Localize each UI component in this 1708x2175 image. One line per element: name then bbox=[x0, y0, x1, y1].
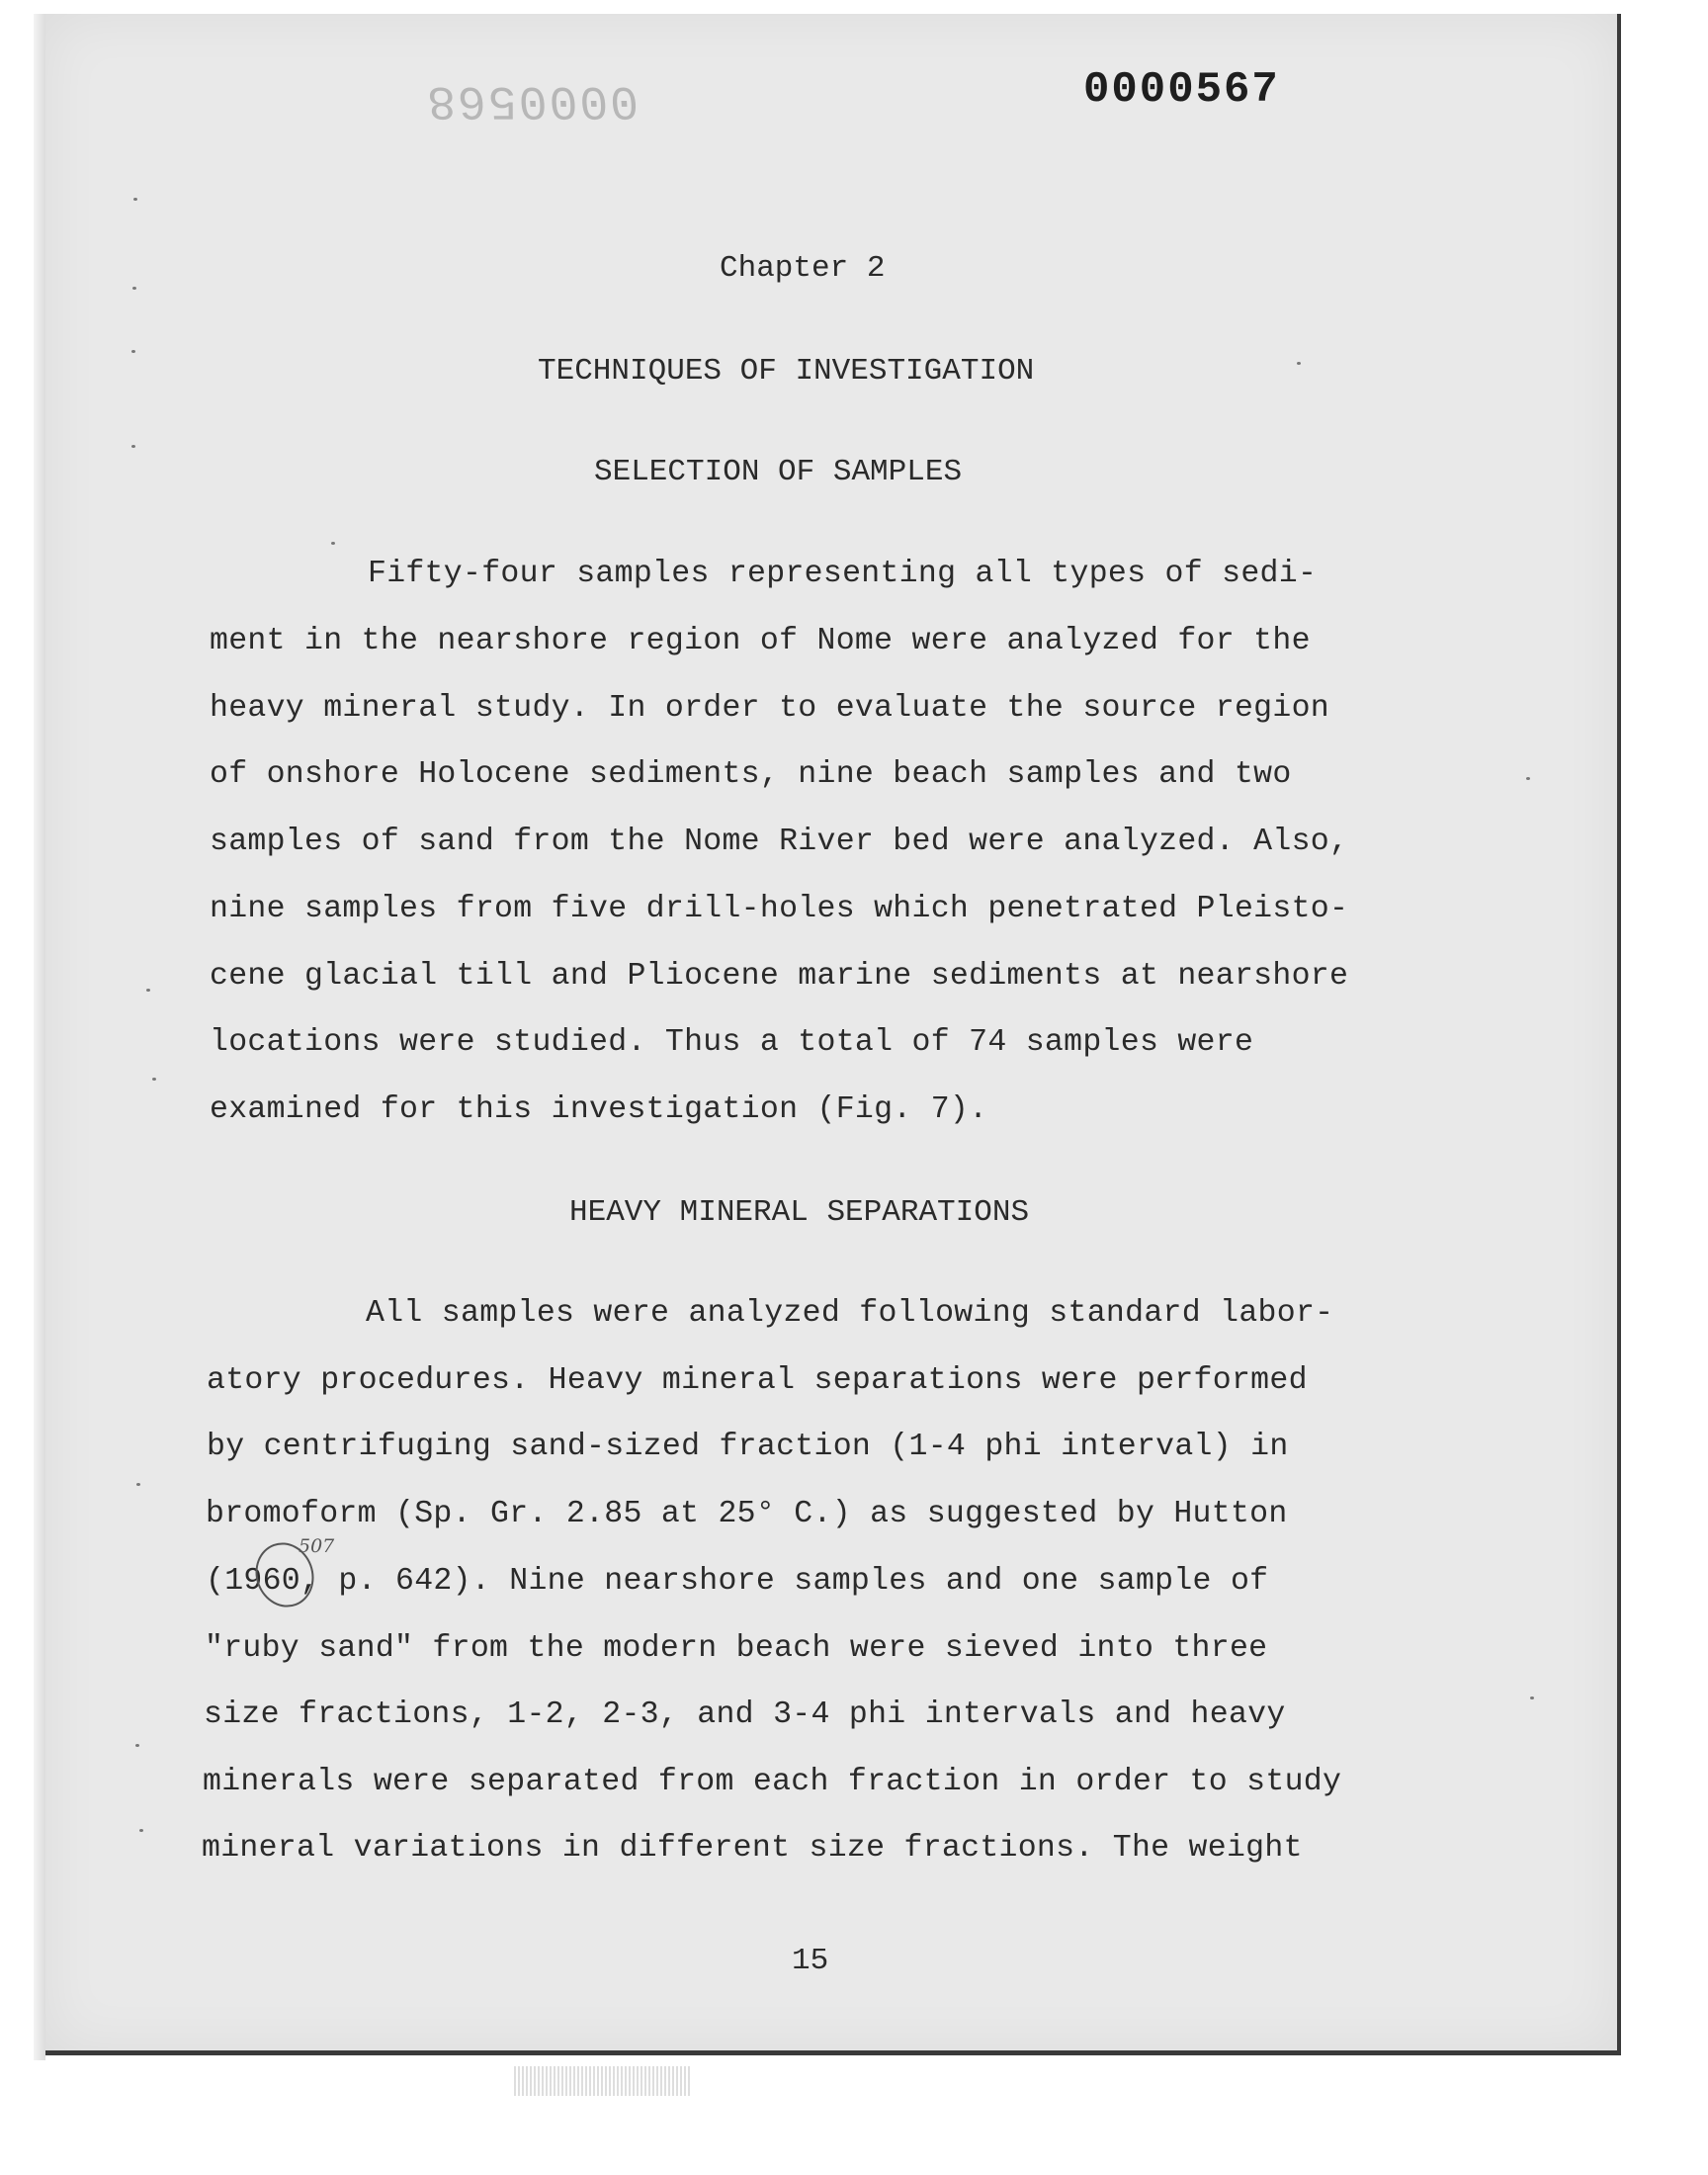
page-left-edge bbox=[34, 14, 45, 2060]
page-stamp: 0000567 bbox=[1083, 65, 1280, 115]
scan-speck bbox=[146, 989, 150, 992]
chapter-title: TECHNIQUES OF INVESTIGATION bbox=[538, 354, 1035, 389]
body-line: nine samples from five drill-holes which penetrated Pleisto- bbox=[210, 892, 1349, 926]
body-line: mineral variations in different size fractions. The weight bbox=[202, 1831, 1303, 1866]
body-line: samples of sand from the Nome River bed were analyzed. Also, bbox=[210, 825, 1349, 859]
body-line: atory procedures. Heavy mineral separations were performed bbox=[207, 1363, 1308, 1398]
section-heading-selection: SELECTION OF SAMPLES bbox=[594, 455, 963, 489]
binding-strip bbox=[514, 2066, 692, 2096]
scan-speck bbox=[135, 1744, 139, 1747]
faded-page-stamp: 0000568 bbox=[423, 73, 640, 127]
scan-speck bbox=[131, 350, 135, 353]
body-line: bromoform (Sp. Gr. 2.85 at 25° C.) as suggested by Hutton bbox=[206, 1497, 1288, 1531]
scan-speck bbox=[136, 1483, 140, 1486]
scan-speck bbox=[331, 542, 335, 545]
body-line: cene glacial till and Pliocene marine sediments at nearshore bbox=[210, 959, 1349, 994]
body-line: ment in the nearshore region of Nome were analyzed for the bbox=[210, 624, 1311, 658]
body-line: size fractions, 1-2, 2-3, and 3-4 phi intervals and heavy bbox=[204, 1697, 1286, 1732]
scan-speck bbox=[1297, 362, 1301, 365]
scan-speck bbox=[131, 445, 135, 448]
body-line: All samples were analyzed following standard labor- bbox=[366, 1296, 1334, 1331]
scan-speck bbox=[1526, 777, 1530, 780]
body-line: "ruby sand" from the modern beach were sieved into three bbox=[205, 1631, 1268, 1666]
body-line: (1960, p. 642). Nine nearshore samples and one sample of bbox=[206, 1564, 1269, 1599]
scan-speck bbox=[132, 287, 136, 290]
chapter-label: Chapter 2 bbox=[720, 251, 886, 286]
body-line: heavy mineral study. In order to evaluate the source region bbox=[210, 691, 1329, 726]
scan-speck bbox=[1530, 1696, 1534, 1699]
body-line: examined for this investigation (Fig. 7). bbox=[210, 1092, 988, 1127]
body-line: Fifty-four samples representing all types of sedi- bbox=[368, 557, 1318, 591]
page-number: 15 bbox=[792, 1944, 829, 1978]
scan-speck bbox=[133, 198, 137, 201]
body-line: locations were studied. Thus a total of 74 samples were bbox=[210, 1025, 1254, 1060]
body-line: minerals were separated from each fraction in order to study bbox=[203, 1765, 1342, 1799]
handwritten-note: 507 bbox=[299, 1535, 335, 1557]
scan-speck bbox=[139, 1829, 143, 1832]
section-heading-separations: HEAVY MINERAL SEPARATIONS bbox=[569, 1195, 1030, 1230]
scan-speck bbox=[152, 1078, 156, 1081]
body-line: of onshore Holocene sediments, nine beach samples and two bbox=[210, 757, 1292, 792]
body-line: by centrifuging sand-sized fraction (1-4 phi interval) in bbox=[207, 1430, 1289, 1464]
